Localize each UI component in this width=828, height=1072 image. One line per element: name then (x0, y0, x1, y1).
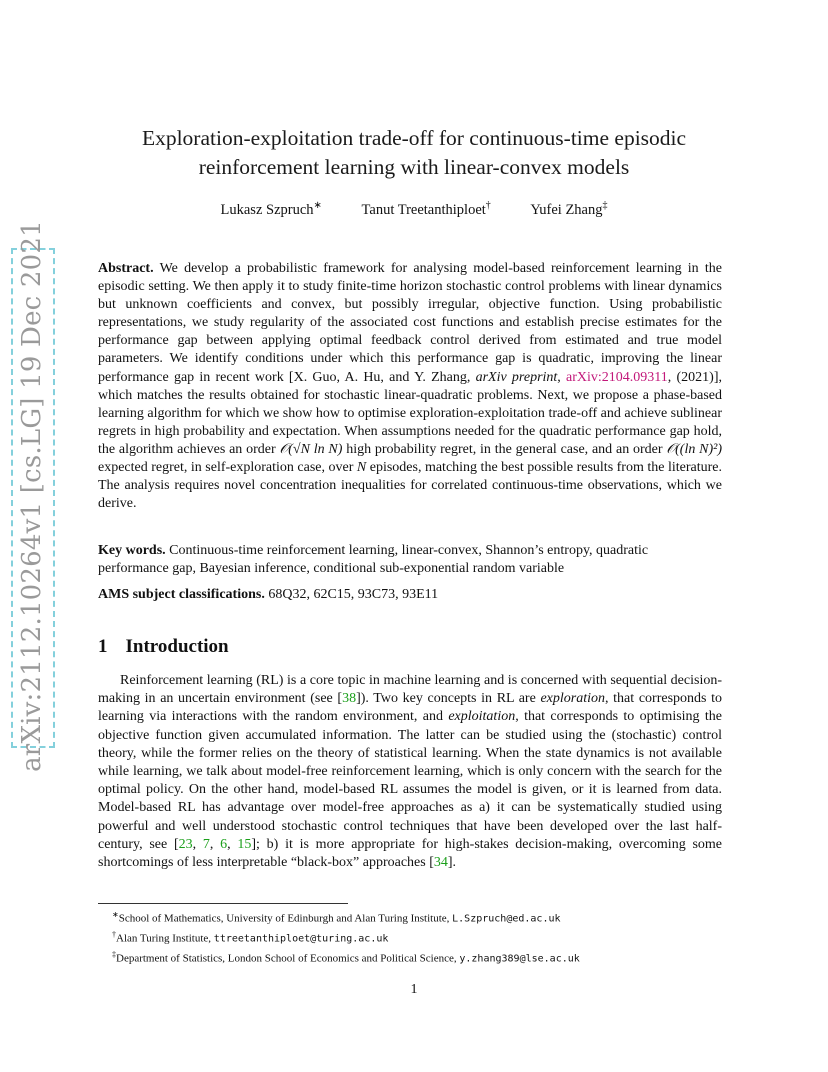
citation-link[interactable]: 15 (237, 836, 252, 852)
keywords: Key words. Continuous-time reinforcement learning, linear-convex, Shannon’s entropy, quadratic performance gap, Bayesian inference, conditional sub-exponential random variable (98, 543, 649, 577)
title-line-2: reinforcement learning with linear-convex models (198, 155, 630, 179)
citation-link[interactable]: 7 (202, 836, 210, 852)
author-list (100, 200, 728, 219)
abstract: Abstract. We develop a probabilistic framework for analysing model-based reinforcement learning in the episodic setting. We then apply it to study finite-time horizon stochastic control problems with linear dynamics but unknown coefficients and convex, but possibly irregular, objective function. Using probabilistic representations, we study regularity of the associated cost functions and establish precise estimates for the performance gap between applying optimal feedback control derived from estimated and true model parameters. We identify conditions under which this performance gap is quadratic, improving the linear performance gap in recent work [X. Guo, A. Hu, and Y. Zhang, arXiv preprint, arXiv:2104.09311, (2021)], which matches the results obtained for stochastic linear-quadratic problems. Next, we propose a phase-based learning algorithm for which we show how to optimise exploration-exploitation trade-off and achieve sublinear regrets in high probability and expectation. When assumptions needed for the quadratic performance gap hold, the algorithm achieves an order 𝒪(√N ln N) high probability regret, in the general case, and an order 𝒪((ln N)²) expected regret, in self-exploration case, over N episodes, matching the best possible results from the literature. The analysis requires novel concentration inequalities for correlated continuous-time observations, which we derive. (98, 261, 722, 512)
section-heading: 1 Introduction (98, 636, 229, 657)
citation-link[interactable]: 34 (433, 855, 448, 871)
intro-paragraph: Reinforcement learning (RL) is a core topic in machine learning and is concerned with sequential decision-making in an uncertain environment (see [38]). Two key concepts in RL are exploration, that corresponds to learning via interactions with the random environment, and exploitation, that corresponds to optimising the objective function given accumulated information. The latter can be studied using the (stochastic) control theory, while the former relies on the theory of statistical learning. When the state dynamics is not available while learning, we talk about model-free reinforcement learning, which is only concern with the search for the optimal policy. On the other hand, model-based RL assumes the model is given, or it is learned from data. Model-based RL has advantage over model-free approaches as a) it can be systematically studied using powerful and well understood stochastic control techniques that have been developed over the last half-century, see [23, 7, 6, 15]; b) it is more appropriate for high-stakes decision-making, overcoming some shortcomings of less interpretable “black-box” approaches [34]. (98, 673, 723, 871)
math-regret-exp: 𝒪((ln N)²) (666, 441, 722, 457)
author: Yufei Zhang‡ (530, 200, 608, 218)
author: Lukasz Szpruch∗ (220, 200, 322, 218)
email: ttreetanthiploet@turing.ac.uk (213, 933, 389, 945)
ams-label: AMS subject classifications. (98, 587, 265, 602)
math-regret-hp: 𝒪(√N ln N) (279, 441, 343, 457)
email: y.zhang389@lse.ac.uk (459, 953, 580, 965)
footnote: ∗School of Mathematics, University of Edinburgh and Alan Turing Institute, L.Szpruch@ed.ac.uk (112, 910, 561, 925)
citation-link[interactable]: 23 (178, 836, 193, 852)
keywords-label: Key words. (98, 543, 166, 558)
footnotes (112, 907, 732, 967)
author: Tanut Treetanthiploet† (361, 200, 491, 218)
arxiv-stamp: arXiv:2112.10264v1 [cs.LG] 19 Dec 2021 (17, 220, 47, 772)
citation-link[interactable]: 6 (220, 836, 228, 852)
title-line-1: Exploration-exploitation trade-off for continuous-time episodic (141, 126, 687, 150)
footnote-rule (98, 903, 348, 904)
ams-classifications: AMS subject classifications. 68Q32, 62C15, 93C73, 93E11 (98, 587, 439, 602)
footnote: ‡Department of Statistics, London School of Economics and Political Science, y.zhang389@lse.ac.uk (112, 950, 580, 965)
page-number: 1 (410, 982, 418, 997)
footnote: †Alan Turing Institute, ttreetanthiploet@turing.ac.uk (112, 930, 389, 945)
citation-link[interactable]: 38 (342, 691, 357, 707)
email: L.Szpruch@ed.ac.uk (452, 913, 561, 925)
arxiv-link[interactable]: arXiv:2104.09311 (566, 369, 668, 385)
paper-title (100, 124, 728, 182)
abstract-label: Abstract. (98, 261, 154, 276)
